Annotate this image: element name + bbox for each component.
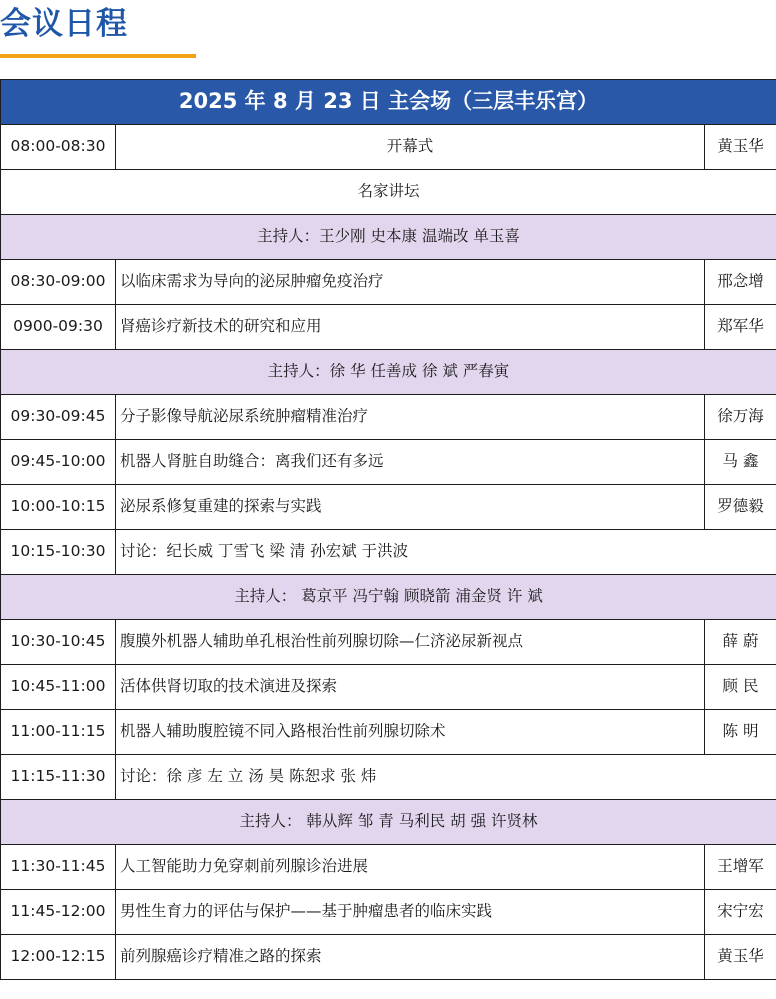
- page-title: 会议日程: [0, 6, 128, 42]
- time-cell: 11:00-11:15: [1, 710, 116, 755]
- topic-cell: 分子影像导航泌尿系统肿瘤精准治疗: [116, 395, 705, 440]
- topic-cell: 人工智能助力免穿刺前列腺诊治进展: [116, 845, 705, 890]
- opening-row: [1, 125, 776, 170]
- table-row: [1, 890, 776, 935]
- speaker-cell: 王增军: [705, 845, 776, 890]
- speaker-cell: 罗德毅: [705, 485, 776, 530]
- time-cell: 0900-09:30: [1, 305, 116, 350]
- moderator-row: [1, 800, 776, 845]
- forum-title: 名家讲坛: [1, 170, 776, 215]
- table-row: [1, 305, 776, 350]
- speaker-cell: 黄玉华: [705, 125, 776, 170]
- topic-cell: 腹膜外机器人辅助单孔根治性前列腺切除—仁济泌尿新视点: [116, 620, 705, 665]
- discussion-row: [1, 530, 776, 575]
- discussion-row: [1, 755, 776, 800]
- table-row: [1, 485, 776, 530]
- speaker-cell: 马 鑫: [705, 440, 776, 485]
- discussion-cell: 讨论：徐 彦 左 立 汤 昊 陈恕求 张 炜: [116, 755, 776, 800]
- topic-cell: 机器人肾脏自助缝合：离我们还有多远: [116, 440, 705, 485]
- table-row: [1, 620, 776, 665]
- topic-cell: 泌尿系修复重建的探索与实践: [116, 485, 705, 530]
- speaker-cell: 宋宁宏: [705, 890, 776, 935]
- time-cell: 10:30-10:45: [1, 620, 116, 665]
- time-cell: 12:00-12:15: [1, 935, 116, 980]
- schedule-table: [0, 79, 776, 980]
- moderator-row: [1, 350, 776, 395]
- topic-cell: 活体供肾切取的技术演进及探索: [116, 665, 705, 710]
- time-cell: 10:00-10:15: [1, 485, 116, 530]
- table-row: [1, 935, 776, 980]
- time-cell: 11:30-11:45: [1, 845, 116, 890]
- moderator-cell: 主持人：徐 华 任善成 徐 斌 严春寅: [1, 350, 776, 395]
- table-row: [1, 710, 776, 755]
- topic-cell: 男性生育力的评估与保护——基于肿瘤患者的临床实践: [116, 890, 705, 935]
- table-row: [1, 440, 776, 485]
- topic-cell: 肾癌诊疗新技术的研究和应用: [116, 305, 705, 350]
- speaker-cell: 邢念增: [705, 260, 776, 305]
- session-header-row: [1, 80, 776, 125]
- session-header: 2025 年 8 月 23 日 主会场（三层丰乐宫）: [1, 80, 776, 125]
- table-row: [1, 845, 776, 890]
- moderator-cell: 主持人： 韩从辉 邹 青 马利民 胡 强 许贤林: [1, 800, 776, 845]
- topic-cell: 开幕式: [116, 125, 705, 170]
- table-row: [1, 260, 776, 305]
- topic-cell: 机器人辅助腹腔镜不同入路根治性前列腺切除术: [116, 710, 705, 755]
- forum-title-row: [1, 170, 776, 215]
- speaker-cell: 郑军华: [705, 305, 776, 350]
- speaker-cell: 徐万海: [705, 395, 776, 440]
- moderator-cell: 主持人： 葛京平 冯宁翰 顾晓箭 浦金贤 许 斌: [1, 575, 776, 620]
- speaker-cell: 黄玉华: [705, 935, 776, 980]
- time-cell: 10:15-10:30: [1, 530, 116, 575]
- table-row: [1, 665, 776, 710]
- moderator-row: [1, 215, 776, 260]
- speaker-cell: 陈 明: [705, 710, 776, 755]
- time-cell: 10:45-11:00: [1, 665, 116, 710]
- title-underline: [0, 54, 196, 58]
- discussion-cell: 讨论：纪长威 丁雪飞 梁 清 孙宏斌 于洪波: [116, 530, 776, 575]
- time-cell: 11:15-11:30: [1, 755, 116, 800]
- time-cell: 08:00-08:30: [1, 125, 116, 170]
- time-cell: 09:30-09:45: [1, 395, 116, 440]
- moderator-cell: 主持人：王少刚 史本康 温端改 单玉喜: [1, 215, 776, 260]
- speaker-cell: 顾 民: [705, 665, 776, 710]
- topic-cell: 以临床需求为导向的泌尿肿瘤免疫治疗: [116, 260, 705, 305]
- time-cell: 11:45-12:00: [1, 890, 116, 935]
- time-cell: 09:45-10:00: [1, 440, 116, 485]
- time-cell: 08:30-09:00: [1, 260, 116, 305]
- speaker-cell: 薛 蔚: [705, 620, 776, 665]
- table-row: [1, 395, 776, 440]
- topic-cell: 前列腺癌诊疗精准之路的探索: [116, 935, 705, 980]
- moderator-row: [1, 575, 776, 620]
